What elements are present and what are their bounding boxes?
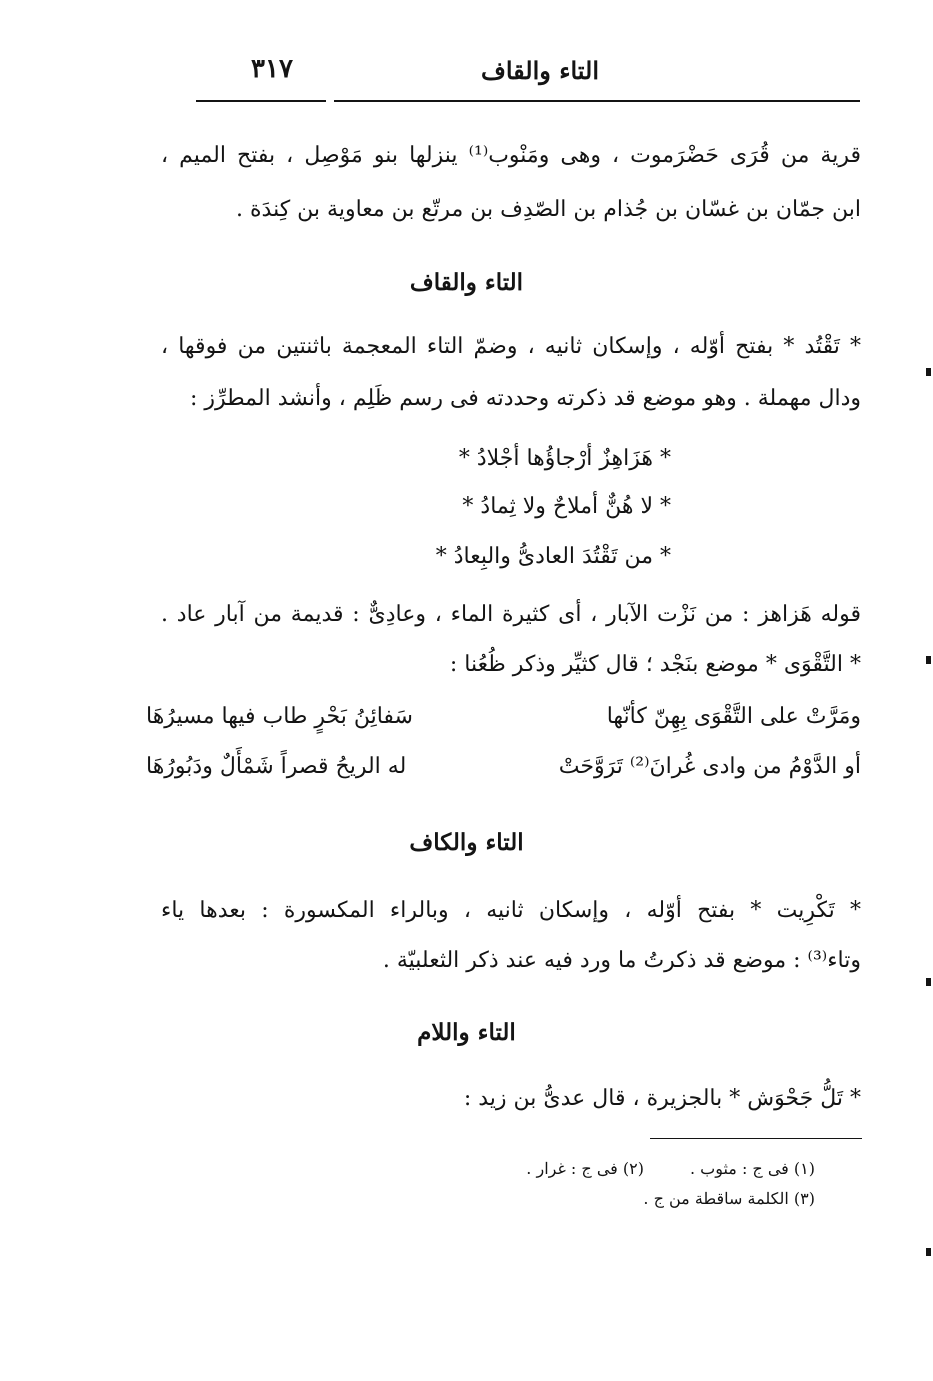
header-rule-left xyxy=(196,100,326,102)
lam-line-1: * تَلُّ جَحْوَش * بالجزيرة ، قال عدىُّ بن زيد : xyxy=(463,1086,861,1111)
margin-mark xyxy=(926,368,931,376)
kaf-line-1: * تَكْرِيت * بفتح أوّله ، وإسكان ثانيه ، وبالراء المكسورة : بعدها ياء xyxy=(161,898,861,923)
intro-line-1: قرية من قُرَى حَضْرَموت ، وهى ومَنْوب⁽¹⁾ ينزلها بنو مَوْصِل ، بفتح الميم ، xyxy=(161,143,861,168)
footnote-1: (١) فى ج : مثوب . xyxy=(689,1159,815,1178)
margin-mark xyxy=(926,1248,931,1256)
kaf-line-2: وتاء⁽³⁾ : موضع قد ذكرتُ ما ورد فيه عند ذكر الثعلبيّة . xyxy=(382,948,861,973)
poem-line-1-first-hemistich: ومَرَّتْ على التَّقْوَى بِهِنّ كأنّها xyxy=(606,704,861,729)
poem-line-2 xyxy=(146,750,861,784)
intro-line-2: ابن جمّان بن غسّان بن جُذام بن الصّدِف بن مرتّع بن معاوية بن كِندَة . xyxy=(236,197,861,222)
margin-mark xyxy=(926,978,931,986)
qaf-line-3: قوله هَزاهز : من نَزْت الآبار ، أى كثيرة الماء ، وعادِىٌّ : قديمة من آبار عاد . xyxy=(161,602,861,627)
running-title: التاء والقاف xyxy=(480,56,600,85)
page-number: ٣١٧ xyxy=(251,54,293,84)
section-title-kaf: التاء والكاف xyxy=(409,829,524,856)
margin-mark xyxy=(926,656,931,664)
verse-3: * من تَقْتُدَ العادىُّ والبِعادُ * xyxy=(435,544,671,569)
verse-1: * هَزَاهِزٌ أرْجاؤُها أجْلادُ * xyxy=(458,446,671,471)
poem-line-1-second-hemistich: سَفائِنُ بَحْرٍ طاب فيها مسيرُهَا xyxy=(146,704,413,729)
footnotes-line-2 xyxy=(415,1186,815,1212)
poem-line-2-first-hemistich: أو الدَّوْمُ من وادى غُرانَ⁽²⁾ تَرَوَّحَتْ xyxy=(558,754,861,779)
footnote-2: (٢) فى ج : غرار . xyxy=(526,1159,644,1178)
footnote-3: (٣) الكلمة ساقطة من ج . xyxy=(643,1189,815,1208)
poem-line-2-second-hemistich: له الريحُ قصراً شَمْأَلٌ ودَبُورُهَا xyxy=(146,754,407,779)
qaf-line-4: * التَّقْوَى * موضع بنَجْد ؛ قال كثيِّر وذكر ظُعُنا : xyxy=(449,652,861,677)
poem-line-1 xyxy=(146,700,861,734)
footnotes-line-1 xyxy=(415,1156,815,1182)
header-rule-right xyxy=(334,100,860,102)
section-title-qaf: التاء والقاف xyxy=(409,269,524,296)
verse-2: * لا هُنٌّ أملاحٌ ولا ثِمادُ * xyxy=(462,494,671,519)
qaf-line-2: ودال مهملة . وهو موضع قد ذكرته وحددته فى رسم ظَلِم ، وأنشد المطرِّز : xyxy=(189,386,861,411)
section-title-lam: التاء واللام xyxy=(417,1019,516,1046)
qaf-line-1: * تَقْتُد * بفتح أوّله ، وإسكان ثانيه ، وضمّ التاء المعجمة باثنتين من فوقها ، xyxy=(161,334,861,359)
footnote-rule xyxy=(650,1138,862,1139)
